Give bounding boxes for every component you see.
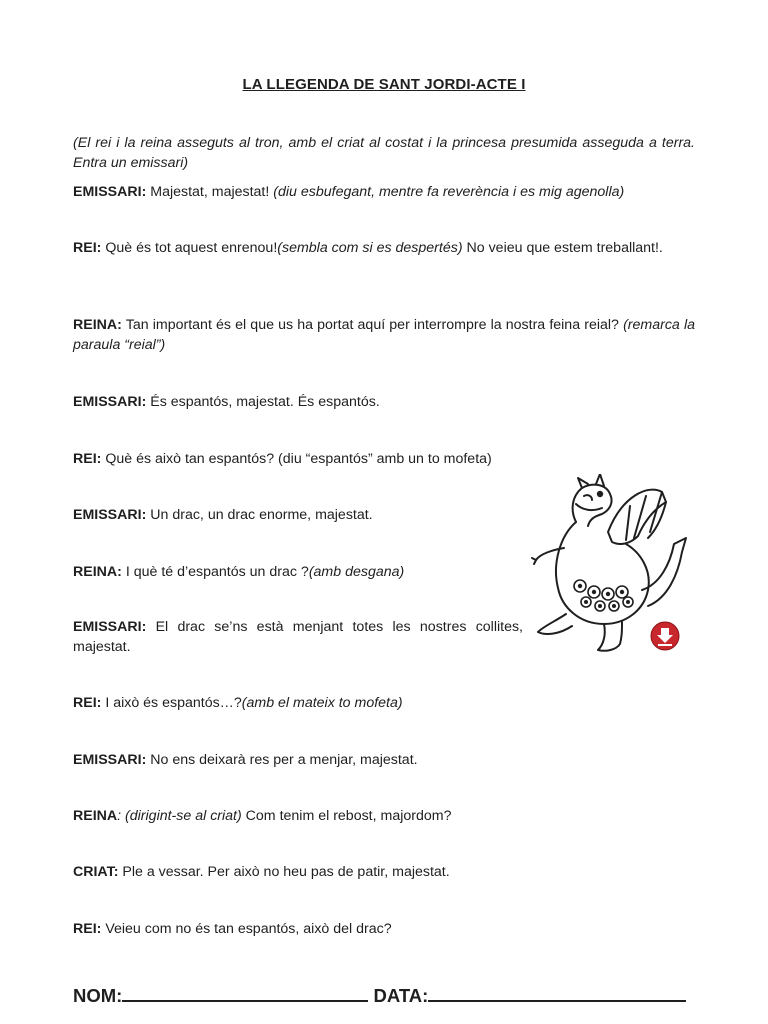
dialogue-line bbox=[73, 617, 523, 657]
dialogue-line bbox=[73, 919, 695, 939]
stage-direction: : (dirigint-se al criat) bbox=[117, 808, 242, 824]
speaker: REINA bbox=[73, 808, 118, 824]
line-text: Què és tot aquest enrenou! bbox=[101, 240, 278, 256]
speaker: EMISSARI: bbox=[73, 507, 147, 523]
line-text: I això és espantós…? bbox=[101, 695, 242, 711]
dialogue-line bbox=[73, 750, 695, 770]
speaker: REI: bbox=[73, 240, 102, 256]
speaker: EMISSARI: bbox=[73, 752, 147, 768]
line-text: Tan important és el que us ha portat aquí per interrompre la nostra feina reial? bbox=[121, 317, 624, 333]
speaker: REINA: bbox=[73, 317, 122, 333]
dialogue-line bbox=[73, 562, 523, 582]
dialogue-line bbox=[73, 862, 695, 882]
speaker: EMISSARI: bbox=[73, 619, 147, 635]
nom-label: NOM: bbox=[73, 985, 123, 1006]
dialogue-line bbox=[73, 693, 695, 713]
line-text: Ple a vessar. Per això no heu pas de patir, majestat. bbox=[118, 864, 450, 880]
speaker: EMISSARI: bbox=[73, 394, 147, 410]
dialogue-line bbox=[73, 238, 695, 258]
line-text: No ens deixarà res per a menjar, majestat. bbox=[146, 752, 418, 768]
nom-field[interactable] bbox=[122, 982, 368, 1002]
download-icon[interactable] bbox=[650, 621, 680, 651]
line-text: Què és això tan espantós? (diu “espantós” amb un to mofeta) bbox=[101, 451, 492, 467]
dialogue-line bbox=[73, 449, 695, 469]
stage-direction: (amb el mateix to mofeta) bbox=[241, 695, 403, 711]
stage-intro: (El rei i la reina asseguts al tron, amb el criat al costat i la princesa presumida asseguda a terra. Entra un emissari) bbox=[73, 135, 695, 171]
line-text: Com tenim el rebost, majordom? bbox=[241, 808, 452, 824]
speaker: REI: bbox=[73, 695, 102, 711]
line-text: No veieu que estem treballant!. bbox=[462, 240, 663, 256]
data-field[interactable] bbox=[428, 982, 686, 1002]
line-text: Un drac, un drac enorme, majestat. bbox=[146, 507, 373, 523]
line-text: El drac se’ns està menjant totes les nostres collites, majestat. bbox=[73, 619, 523, 655]
line-text: Majestat, majestat! bbox=[146, 184, 274, 200]
line-text: Veieu com no és tan espantós, això del drac? bbox=[101, 921, 392, 937]
stage-direction: (remarca la paraula “reial”) bbox=[73, 317, 695, 353]
speaker: EMISSARI: bbox=[73, 184, 147, 200]
speaker: REI: bbox=[73, 921, 102, 937]
dialogue-line bbox=[73, 505, 523, 525]
stage-direction: (amb desgana) bbox=[308, 564, 405, 580]
stage-direction: (diu esbufegant, mentre fa reverència i es mig agenolla) bbox=[273, 184, 625, 200]
dialogue-line bbox=[73, 806, 695, 826]
data-label: DATA: bbox=[373, 985, 429, 1006]
speaker: REINA: bbox=[73, 564, 122, 580]
speaker: CRIAT: bbox=[73, 864, 119, 880]
stage-direction: (sembla com si es despertés) bbox=[277, 240, 463, 256]
page-title: LA LLEGENDA DE SANT JORDI-ACTE I bbox=[242, 76, 526, 93]
footer-fields bbox=[73, 982, 686, 1007]
dialogue-line bbox=[73, 315, 695, 355]
speaker: REI: bbox=[73, 451, 102, 467]
line-text: I què té d’espantós un drac ? bbox=[121, 564, 309, 580]
dialogue-line bbox=[73, 392, 695, 412]
dialogue-line bbox=[73, 182, 695, 202]
line-text: És espantós, majestat. És espantós. bbox=[146, 394, 380, 410]
